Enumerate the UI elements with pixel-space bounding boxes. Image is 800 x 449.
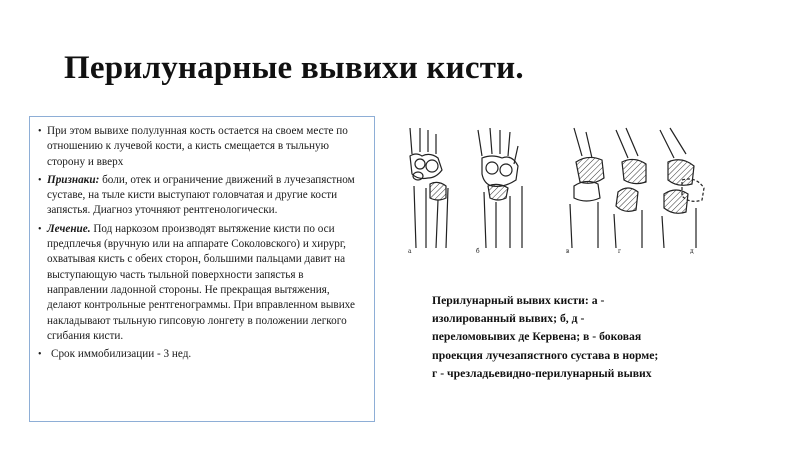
text-box	[29, 116, 375, 422]
panel-a-drawing	[410, 128, 448, 248]
caption-line: изолированный вывих; б, д -	[432, 312, 585, 326]
caption-line: проекция лучезапястного сустава в норме;	[432, 348, 659, 362]
paragraph-immobilization: • Срок иммобилизации - 3 нед.	[38, 347, 366, 362]
paragraph-signs	[38, 173, 366, 219]
treatment-text: Под наркозом производят вытяжение кисти по оси предплечья (вручную или на аппарате Соколовского) и хирург, охватывая кисть с обеих сторон, большими пальцами давит на выступающую часть тыльной поверхности запястья в направлении ладонной стороны. Не прекращая вытяжения, делают контрольные рентгенограммы. При вправленном вывихе накладывают тыльную гипсовую лонгету в положении легкого сгибания кисти.	[47, 222, 355, 342]
treatment-label: Лечение.	[47, 222, 91, 235]
panel-b-drawing	[478, 128, 522, 248]
panel-c-drawing	[570, 128, 604, 248]
slide-title: Перилунарные вывихи кисти.	[64, 50, 524, 86]
panel-d-drawing	[614, 128, 646, 248]
paragraph-treatment	[38, 222, 366, 344]
signs-text: боли, отек и ограничение движений в лучезапястном суставе, на тыле кисти выступают головчатая и другие кости запястья. Диагноз уточняют рентгенологически.	[47, 173, 355, 217]
panel-label-d: г	[618, 248, 622, 255]
panel-label-b: б	[476, 248, 480, 255]
panel-label-a: а	[408, 248, 412, 255]
wrist-xray-figure	[406, 126, 724, 258]
figure-caption	[432, 292, 732, 383]
caption-line: переломовывих де Кервена; в - боковая	[432, 330, 642, 344]
signs-label: Признаки:	[47, 173, 100, 186]
panel-label-e: д	[690, 248, 694, 255]
caption-line: Перилунарный вывих кисти: а -	[432, 294, 605, 307]
panel-e-drawing	[660, 128, 704, 248]
panel-label-c: в	[566, 248, 570, 255]
caption-line: г - чрезладьевидно-перилунарный вывих	[432, 366, 652, 380]
paragraph-mechanism: • При этом вывихе полулунная кость остается на своем месте по отношению к лучевой кости, а кисть смещается в тыльную сторону и вверх	[38, 124, 366, 170]
